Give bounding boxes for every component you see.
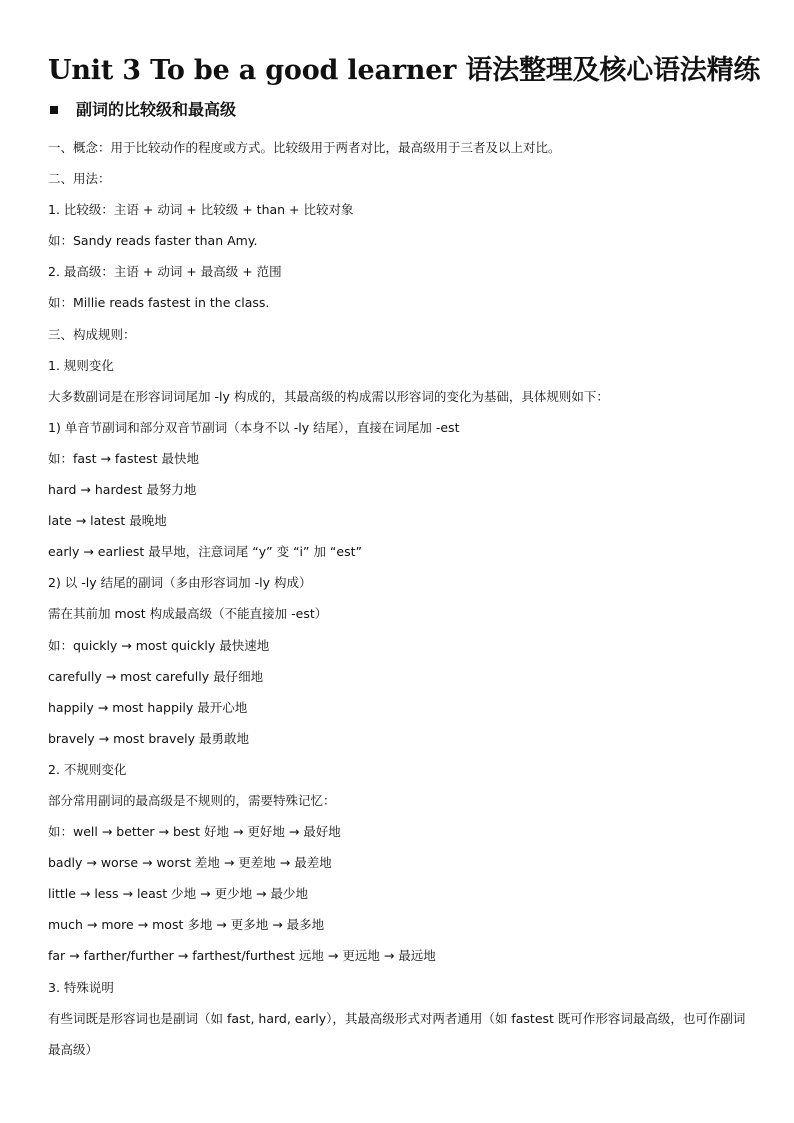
text-line: hard → hardest 最努力地 xyxy=(48,482,197,498)
text-line: 1. 比较级：主语 + 动词 + 比较级 + than + 比较对象 xyxy=(48,202,354,218)
text-line: 如：well → better → best 好地 → 更好地 → 最好地 xyxy=(48,824,341,840)
text-line: 2. 不规则变化 xyxy=(48,761,127,777)
text-line: much → more → most 多地 → 更多地 → 最多地 xyxy=(48,917,325,933)
text-line: 如：fast → fastest 最快地 xyxy=(48,450,199,466)
text-line: 如：quickly → most quickly 最快速地 xyxy=(48,637,270,653)
text-line: late → latest 最晚地 xyxy=(48,513,167,529)
text-line: 一、概念：用于比较动作的程度或方式。比较级用于两者对比，最高级用于三者及以上对比。 xyxy=(48,140,561,155)
text-line: badly → worse → worst 差地 → 更差地 → 最差地 xyxy=(48,855,332,871)
text-line: 3. 特殊说明 xyxy=(48,979,114,995)
document-page xyxy=(48,52,761,1065)
text-line: carefully → most carefully 最仔细地 xyxy=(48,668,264,684)
text-line: bravely → most bravely 最勇敢地 xyxy=(48,730,249,746)
text-line: 1) 单音节副词和部分双音节副词（本身不以 -ly 结尾），直接在词尾加 -est xyxy=(48,419,460,435)
text-line: 2. 最高级：主语 + 动词 + 最高级 + 范围 xyxy=(48,264,282,280)
text-line: 大多数副词是在形容词词尾加 -ly 构成的，其最高级的构成需以形容词的变化为基础，具体规则如下： xyxy=(48,388,609,404)
text-line: 有些词既是形容词也是副词（如 fast, hard, early），其最高级形式对两者通用（如 fastest 既可作形容词最高级，也可作副词最高级） xyxy=(48,1010,746,1057)
text-line: 如：Millie reads fastest in the class. xyxy=(48,295,270,311)
text-line: 1. 规则变化 xyxy=(48,357,114,373)
text-line: happily → most happily 最开心地 xyxy=(48,699,248,715)
page-title: Unit 3 To be a good learner 语法整理及核心语法精练 xyxy=(48,55,761,86)
content-lines xyxy=(48,132,754,1065)
text-line: far → farther/further → farthest/furthest 远地 → 更远地 → 最远地 xyxy=(48,948,436,964)
text-line: 如：Sandy reads faster than Amy. xyxy=(48,233,258,249)
section-heading-text: 副词的比较级和最高级 xyxy=(76,100,237,119)
text-line: 三、构成规则： xyxy=(48,326,136,342)
section-heading xyxy=(48,96,754,124)
text-line: early → earliest 最早地，注意词尾 “y” 变 “i” 加 “est” xyxy=(48,544,362,560)
text-line: little → less → least 少地 → 更少地 → 最少地 xyxy=(48,886,308,902)
text-line: 2) 以 -ly 结尾的副词（多由形容词加 -ly 构成） xyxy=(48,575,312,591)
text-line: 需在其前加 most 构成最高级（不能直接加 -est） xyxy=(48,606,328,622)
square-bullet-icon xyxy=(50,106,58,114)
text-line: 部分常用副词的最高级是不规则的，需要特殊记忆： xyxy=(48,792,336,808)
text-line: 二、用法： xyxy=(48,171,111,187)
